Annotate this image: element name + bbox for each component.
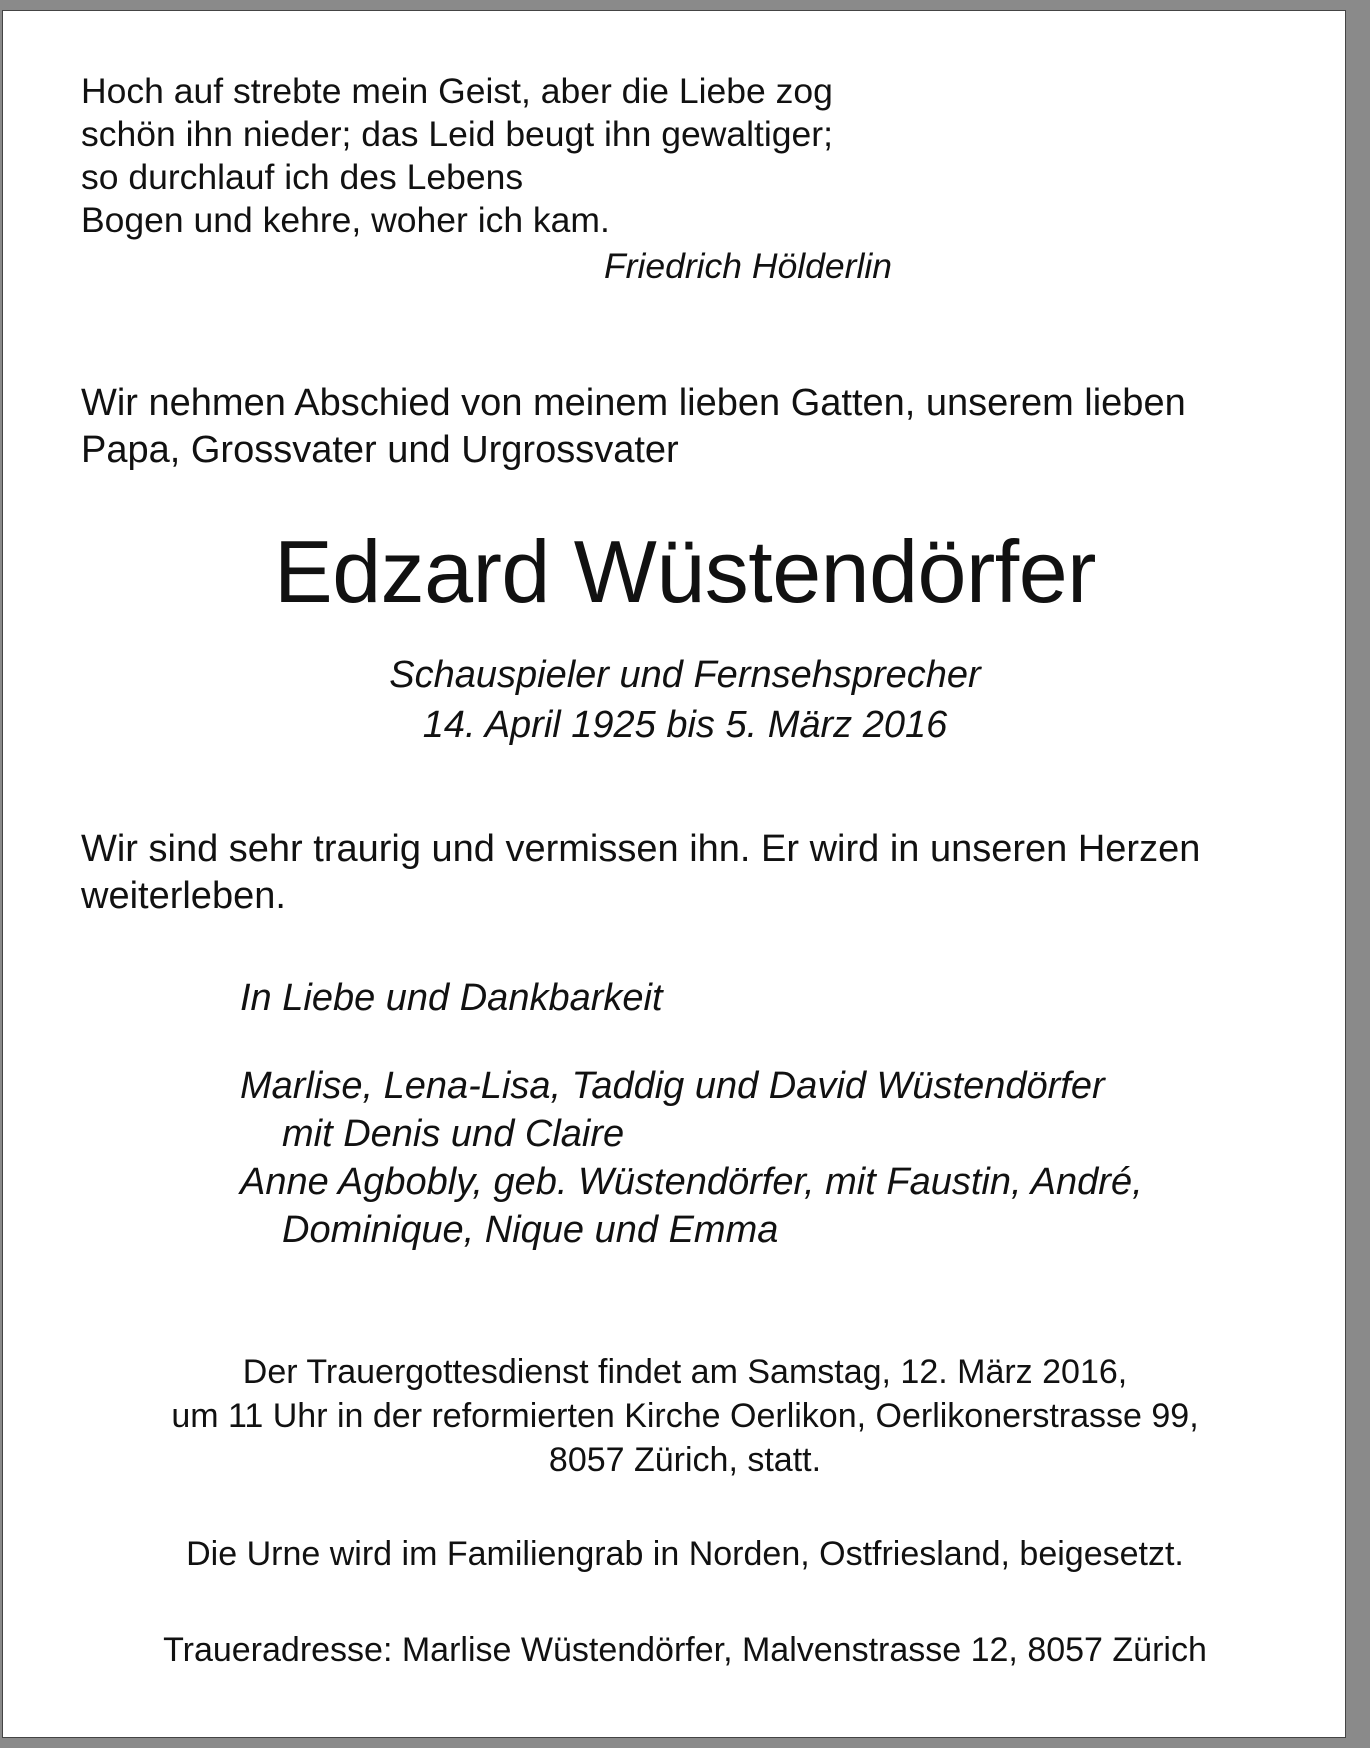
family-line: Anne Agbobly, geb. Wüstendörfer, mit Faustin, André, — [240, 1161, 1143, 1203]
deceased-name: Edzard Wüstendörfer — [274, 522, 1096, 621]
poem-line: schön ihn nieder; das Leid beugt ihn gewaltiger; — [81, 114, 833, 154]
poem-line: Hoch auf strebte mein Geist, aber die Liebe zog — [81, 71, 833, 111]
mourning-text — [81, 826, 1301, 920]
poem-author: Friedrich Hölderlin — [603, 246, 892, 286]
deceased-profession: Schauspieler und Fernsehsprecher — [389, 654, 981, 696]
mourning-line: Wir sind sehr traurig und vermissen ihn. Er wird in unseren Herzen — [81, 828, 1201, 870]
family-list — [240, 1062, 1320, 1254]
family-line: Marlise, Lena-Lisa, Taddig und David Wüstendörfer — [240, 1065, 1105, 1107]
poem-line: so durchlauf ich des Lebens — [81, 157, 524, 197]
poem-line: Bogen und kehre, woher ich kam. — [81, 200, 610, 240]
signoff-text: In Liebe und Dankbarkeit — [240, 977, 663, 1019]
service-line: Der Trauergottesdienst findet am Samstag, 12. März 2016, — [242, 1353, 1128, 1391]
mourning-line: weiterleben. — [81, 875, 286, 917]
deceased-details — [0, 650, 1370, 750]
farewell-intro — [81, 380, 1301, 474]
intro-line: Papa, Grossvater und Urgrossvater — [81, 429, 679, 471]
service-line: 8057 Zürich, statt. — [548, 1441, 822, 1479]
mourning-address: Traueradresse: Marlise Wüstendörfer, Malvenstrasse 12, 8057 Zürich — [163, 1631, 1207, 1669]
service-line: um 11 Uhr in der reformierten Kirche Oerlikon, Oerlikonerstrasse 99, — [171, 1397, 1199, 1435]
urn-info: Die Urne wird im Familiengrab in Norden, Ostfriesland, beigesetzt. — [186, 1535, 1184, 1573]
service-info — [0, 1350, 1370, 1482]
family-line: Dominique, Nique und Emma — [282, 1209, 779, 1251]
deceased-dates: 14. April 1925 bis 5. März 2016 — [422, 704, 948, 746]
poem-quote — [81, 70, 941, 242]
family-line: mit Denis und Claire — [282, 1113, 625, 1155]
intro-line: Wir nehmen Abschied von meinem lieben Gatten, unserem lieben — [81, 382, 1186, 424]
